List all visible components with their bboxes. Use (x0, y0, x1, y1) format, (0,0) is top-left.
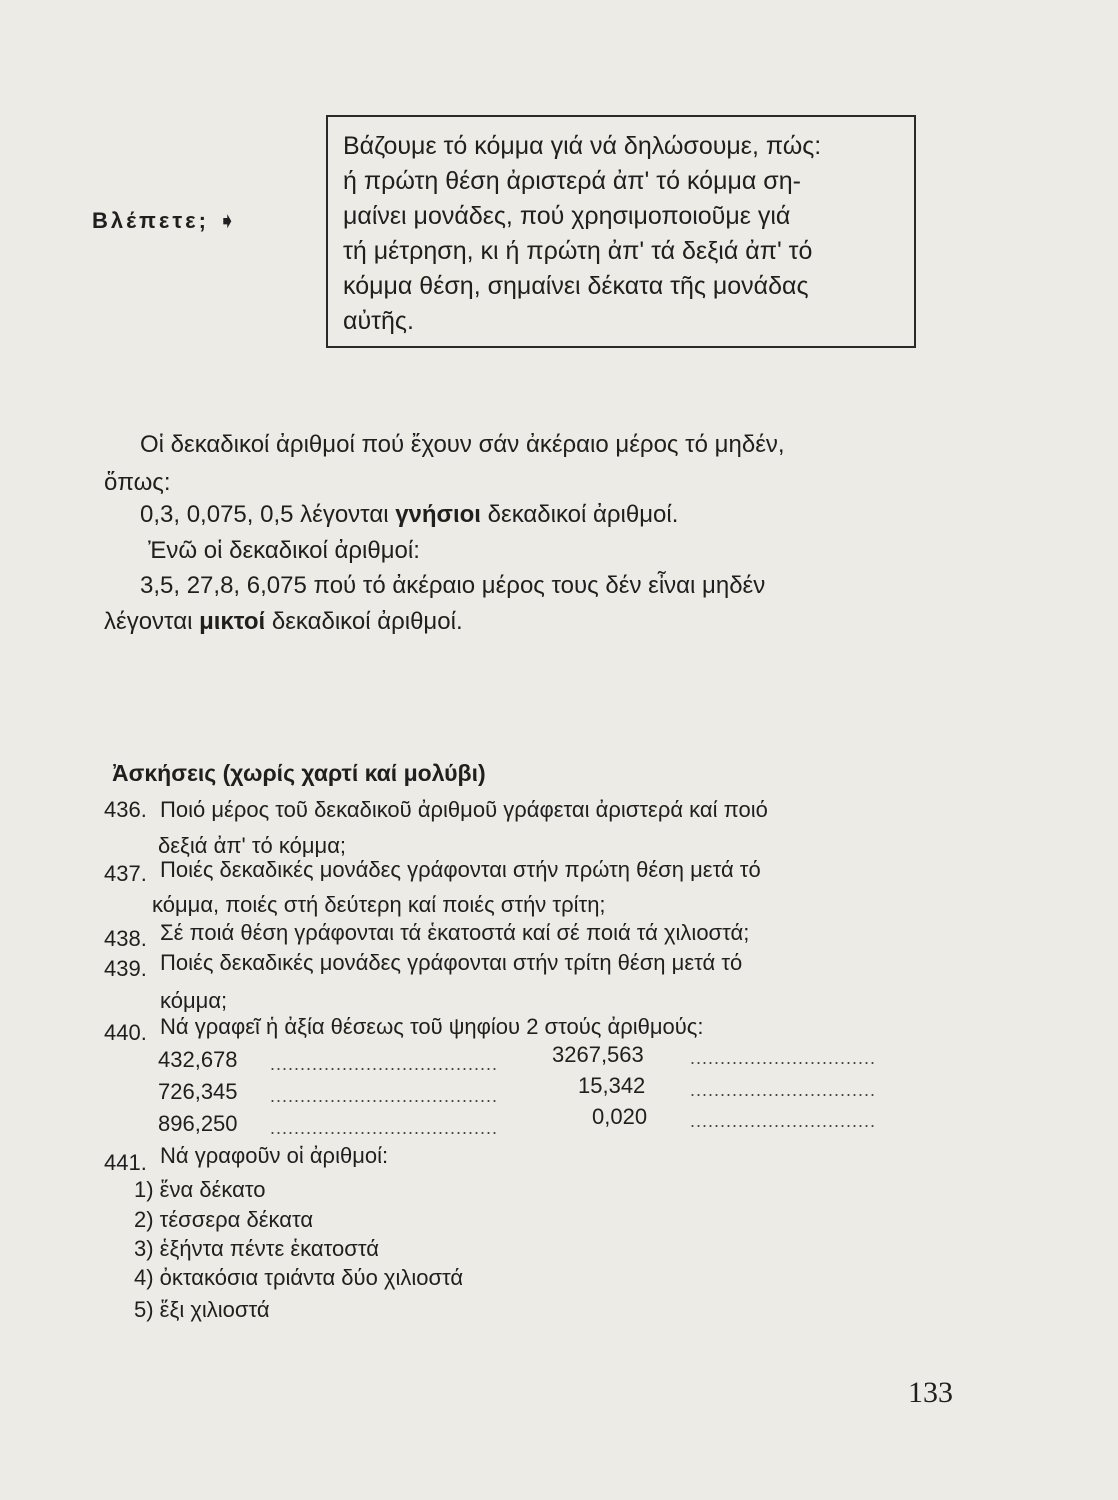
dot-leader: ...................................... (270, 1118, 499, 1138)
note-box (326, 115, 916, 348)
exercise-text: δεξιά ἀπ' τό κόμμα; (158, 833, 347, 858)
intro-line (104, 605, 463, 639)
intro-line: 3,5, 27,8, 6,075 πού τό ἀκέραιο μέρος τους δέν εἶναι μηδέν (140, 572, 766, 599)
intro-line: ὅπως: (104, 469, 171, 496)
exercise-text: κόμμα, ποιές στή δεύτερη καί ποιές στήν τρίτη; (152, 892, 606, 917)
dot-leader: ...................................... (270, 1054, 499, 1074)
exercise-number: 436. (104, 797, 147, 822)
note-line: τή μέτρηση, κι ή πρώτη ἀπ' τά δεξιά ἀπ' τό (343, 237, 813, 265)
list-item: 1) ἕνα δέκατο (134, 1177, 266, 1202)
intro-line: Οἱ δεκαδικοί ἀριθμοί πού ἔχουν σάν ἀκέραιο μέρος τό μηδέν, (140, 431, 785, 458)
list-item: 5) ἕξι χιλιοστά (134, 1297, 270, 1322)
exercise-text: Σέ ποιά θέση γράφονται τά ἑκατοστά καί σέ ποιά τά χιλιοστά; (160, 920, 750, 945)
exercise-number: 438. (104, 926, 147, 951)
dot-leader: ............................... (690, 1111, 877, 1131)
intro-line: Ἐνῶ οἱ δεκαδικοί ἀριθμοί: (148, 537, 420, 564)
number-value: 896,250 (158, 1111, 238, 1136)
number-value: 726,345 (158, 1079, 238, 1104)
exercise-number: 439. (104, 956, 147, 981)
see-label-text: Βλέπετε; (92, 208, 209, 233)
mixed-term: μικτοί (199, 608, 266, 635)
intro-text: 0,3, 0,075, 0,5 λέγονται (140, 501, 396, 528)
exercise-text: Ποιό μέρος τοῦ δεκαδικοῦ ἀριθμοῦ γράφεται ἀριστερά καί ποιό (160, 797, 768, 822)
genuine-term: γνήσιοι (395, 501, 481, 528)
intro-text: δεκαδικοί ἀριθμοί. (265, 608, 463, 635)
dot-leader: ............................... (690, 1080, 877, 1100)
intro-line (140, 498, 678, 532)
exercise-number: 441. (104, 1150, 147, 1175)
exercise-text: Νά γραφοῦν οἱ ἀριθμοί: (160, 1143, 389, 1168)
list-item: 4) ὀκτακόσια τριάντα δύο χιλιοστά (134, 1265, 464, 1290)
exercise-number: 437. (104, 861, 147, 886)
number-value: 3267,563 (552, 1042, 644, 1067)
list-item: 3) ἑξήντα πέντε ἑκατοστά (134, 1236, 379, 1261)
note-line: Βάζουμε τό κόμμα γιά νά δηλώσουμε, πώς: (343, 132, 822, 160)
arrow-icon: ➧ (218, 208, 240, 233)
note-line: ή πρώτη θέση ἀριστερά ἀπ' τό κόμμα ση- (343, 167, 801, 195)
exercise-text: Ποιές δεκαδικές μονάδες γράφονται στήν τρίτη θέση μετά τό (160, 950, 743, 975)
exercise-text: Ποιές δεκαδικές μονάδες γράφονται στήν πρώτη θέση μετά τό (160, 857, 761, 882)
number-value: 15,342 (578, 1073, 646, 1098)
note-line: κόμμα θέση, σημαίνει δέκατα τῆς μονάδας (343, 272, 809, 300)
note-line: μαίνει μονάδες, πού χρησιμοποιοῦμε γιά (343, 202, 791, 230)
exercise-number: 440. (104, 1020, 147, 1045)
number-value: 0,020 (592, 1104, 648, 1129)
note-line: αὐτῆς. (343, 307, 414, 335)
exercise-text: Νά γραφεῖ ἡ ἀξία θέσεως τοῦ ψηφίου 2 στούς ἀριθμούς: (160, 1014, 704, 1039)
dot-leader: ............................... (690, 1048, 877, 1068)
dot-leader: ...................................... (270, 1086, 499, 1106)
exercise-text: κόμμα; (160, 988, 228, 1013)
see-label (92, 208, 239, 234)
page-number: 133 (908, 1376, 953, 1409)
intro-text: λέγονται (104, 608, 200, 635)
list-item: 2) τέσσερα δέκατα (134, 1207, 314, 1232)
intro-text: δεκαδικοί ἀριθμοί. (480, 501, 679, 528)
number-value: 432,678 (158, 1047, 238, 1072)
exercises-heading: Ἀσκήσεις (χωρίς χαρτί καί μολύβι) (112, 760, 486, 786)
